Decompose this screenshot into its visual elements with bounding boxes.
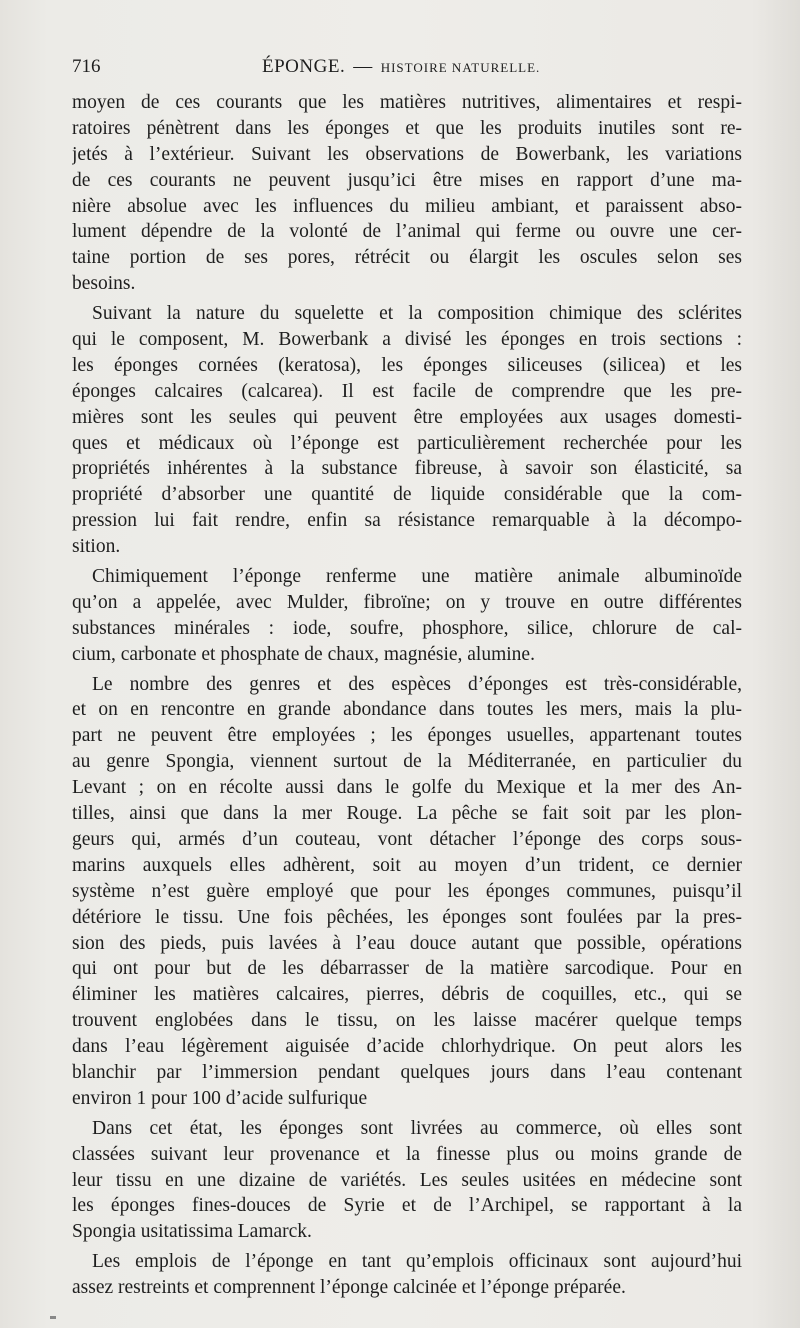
text-line: Les emplois de l’éponge en tant qu’emplois officinaux sont aujourd’hui	[92, 1251, 742, 1273]
text-line: sion des pieds, puis lavées à l’eau douce autant que possible, opérations	[72, 932, 742, 954]
header-dash: —	[353, 56, 373, 77]
paragraph	[72, 672, 742, 1112]
text-line: et on en rencontre en grande abondance dans toutes les mers, mais la plu-	[72, 699, 742, 721]
text-line: lument dépendre de la volonté de l’animal qui ferme ou ouvre une cer-	[72, 221, 742, 243]
text-line: propriétés inhérentes à la substance fibreuse, à savoir son élasticité, sa	[72, 458, 742, 480]
text-line: nière absolue avec les influences du milieu ambiant, et paraissent abso-	[72, 195, 742, 217]
paragraph	[72, 564, 742, 668]
text-line: leur tissu en une dizaine de variétés. Les seules usitées en médecine sont	[72, 1169, 742, 1191]
text-line: Dans cet état, les éponges sont livrées au commerce, où elles sont	[92, 1117, 742, 1139]
text-line: les éponges cornées (keratosa), les éponges siliceuses (silicea) et les	[72, 354, 742, 376]
text-line: pression lui fait rendre, enfin sa résistance remarquable à la décompo-	[72, 510, 742, 532]
header-subtitle: HISTOIRE NATURELLE.	[380, 60, 541, 75]
text-line: blanchir par l’immersion pendant quelques jours dans l’eau contenant	[72, 1061, 742, 1083]
text-line: geurs qui, armés d’un couteau, vont détacher l’éponge des corps sous-	[72, 828, 742, 850]
text-line: ratoires pénètrent dans les éponges et que les produits inutiles sont re-	[72, 117, 742, 139]
text-line: marins auxquels elles adhèrent, soit au moyen d’un trident, ce dernier	[72, 854, 742, 876]
text-line: substances minérales : iode, soufre, phosphore, silice, chlorure de cal-	[72, 617, 742, 639]
text-line: assez restreints et comprennent l’éponge calcinée et l’éponge préparée.	[72, 1277, 626, 1299]
text-line: taine portion de ses pores, rétrécit ou élargit les oscules selon ses	[72, 247, 742, 269]
text-line: qui ont pour but de les débarrasser de la matière sarcodique. Pour en	[72, 958, 742, 980]
text-line: Levant ; on en récolte aussi dans le golfe du Mexique et la mer des An-	[72, 777, 742, 799]
paragraph	[72, 1249, 742, 1301]
text-line: qui le composent, M. Bowerbank a divisé les éponges en trois sections :	[72, 329, 742, 351]
paragraph	[72, 301, 742, 560]
text-line: éponges calcaires (calcarea). Il est facile de comprendre que les pre-	[72, 380, 742, 402]
body-text	[72, 90, 742, 1301]
header-title	[262, 56, 540, 78]
text-line: éliminer les matières calcaires, pierres, débris de coquilles, etc., qui se	[72, 984, 742, 1006]
text-line: moyen de ces courants que les matières nutritives, alimentaires et respi-	[72, 92, 742, 113]
text-line: Le nombre des genres et des espèces d’éponges est très-considérable,	[92, 673, 742, 695]
text-line: de ces courants ne peuvent jusqu’ici être mises en rapport d’une ma-	[72, 169, 742, 191]
text-line: trouvent englobées dans le tissu, on les laisse macérer quelque temps	[72, 1010, 742, 1032]
text-line: cium, carbonate et phosphate de chaux, magnésie, alumine.	[72, 643, 535, 665]
page-number: 716	[72, 56, 101, 77]
text-line: classées suivant leur provenance et la finesse plus ou moins grande de	[72, 1143, 742, 1165]
paragraph	[72, 90, 742, 297]
text-line: sition.	[72, 536, 121, 558]
text-line: propriété d’absorber une quantité de liquide considérable que la com-	[72, 484, 742, 506]
text-line: système n’est guère employé que pour les éponges communes, puisqu’il	[72, 880, 742, 902]
text-line: qu’on a appelée, avec Mulder, fibroïne; on y trouve en outre différentes	[72, 591, 742, 613]
text-line: mières sont les seules qui peuvent être employées aux usages domesti-	[72, 406, 742, 428]
text-line: Spongia usitatissima Lamarck.	[72, 1221, 312, 1243]
paragraph	[72, 1116, 742, 1245]
text-line: part ne peuvent être employées ; les éponges usuelles, appartenant toutes	[72, 725, 742, 747]
text-line: au genre Spongia, viennent surtout de la Méditerranée, en particulier du	[72, 751, 742, 773]
text-line: tilles, ainsi que dans la mer Rouge. La pêche se fait soit par les plon-	[72, 803, 742, 825]
header-main-title: ÉPONGE.	[262, 56, 346, 77]
text-line: environ 1 pour 100 d’acide sulfurique	[72, 1087, 368, 1109]
text-line: besoins.	[72, 273, 136, 295]
text-line: dans l’eau légèrement aiguisée d’acide chlorhydrique. On peut alors les	[72, 1036, 742, 1058]
page-edge-mark	[50, 1316, 56, 1319]
text-line: les éponges fines-douces de Syrie et de l’Archipel, se rapportant à la	[72, 1195, 742, 1217]
text-line: ques et médicaux où l’éponge est particulièrement recherchée pour les	[72, 432, 742, 454]
text-line: Suivant la nature du squelette et la composition chimique des sclérites	[92, 303, 742, 325]
running-head	[72, 56, 742, 82]
text-line: jetés à l’extérieur. Suivant les observations de Bowerbank, les variations	[72, 143, 742, 165]
text-line: détériore le tissu. Une fois pêchées, les éponges sont foulées par la pres-	[72, 906, 742, 928]
text-line: Chimiquement l’éponge renferme une matière animale albuminoïde	[92, 566, 742, 588]
